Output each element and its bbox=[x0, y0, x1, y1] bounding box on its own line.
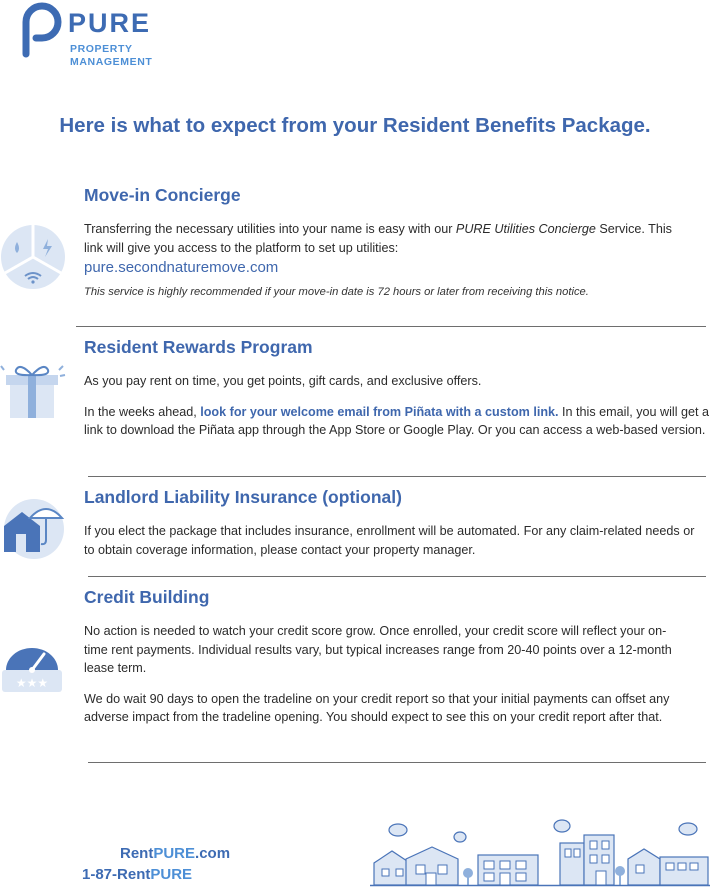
section-resident-rewards bbox=[84, 337, 710, 449]
section-title: Move-in Concierge bbox=[84, 185, 241, 205]
section-liability-insurance bbox=[84, 487, 710, 568]
svg-text:★★★: ★★★ bbox=[15, 676, 49, 690]
divider bbox=[88, 576, 706, 577]
footer-phone-part: 1-87-Rent bbox=[82, 866, 151, 883]
brand-name: PURE bbox=[68, 8, 152, 38]
rewards-details bbox=[84, 403, 710, 440]
umbrella-house-icon bbox=[0, 496, 66, 562]
brand-subtitle-line2: MANAGEMENT bbox=[70, 56, 153, 68]
credit-description: No action is needed to watch your credit score grow. Once enrolled, your credit score will reflect your on-time rent payments. Individual results vary, but typical increases range from 20-40 points over a 12-month lease term. bbox=[84, 624, 672, 675]
section-title: Resident Rewards Program bbox=[84, 337, 313, 357]
divider bbox=[88, 476, 706, 477]
section-move-in-concierge bbox=[84, 185, 710, 298]
rewards-text-b: In this email, you will get a link to download the Piñata app through the App Store or Google Play. Or you can access a web-based version. bbox=[84, 404, 710, 437]
concierge-note: This service is highly recommended if your move-in date is 72 hours or later from receiving this notice. bbox=[84, 286, 589, 298]
footer-phone-part: PURE bbox=[150, 866, 193, 883]
divider bbox=[76, 326, 706, 327]
footer-website[interactable] bbox=[120, 845, 230, 862]
concierge-text-b: Service. This link will give you access to the platform to set up utilities: bbox=[84, 222, 672, 255]
town-illustration bbox=[370, 815, 710, 887]
footer-phone[interactable] bbox=[82, 866, 192, 883]
concierge-description bbox=[84, 220, 684, 257]
footer-site-part: .com bbox=[195, 845, 231, 862]
utilities-icon bbox=[0, 224, 66, 290]
brand-subtitle-line1: PROPERTY bbox=[70, 43, 133, 55]
rewards-summary: As you pay rent on time, you get points, gift cards, and exclusive offers. bbox=[84, 374, 482, 388]
insurance-description: If you elect the package that includes insurance, enrollment will be automated. For any claim-related needs or to obtain coverage information, please contact your property manager. bbox=[84, 524, 695, 557]
section-credit-building bbox=[84, 587, 710, 736]
section-title: Credit Building bbox=[84, 587, 210, 607]
rewards-email-link[interactable]: look for your welcome email from Piñata with a custom link. bbox=[200, 404, 559, 419]
brand-subtitle bbox=[70, 43, 152, 69]
pure-logo-icon bbox=[16, 2, 62, 58]
footer-site-part: PURE bbox=[153, 845, 196, 862]
rewards-text-a: In the weeks ahead, bbox=[84, 404, 201, 419]
concierge-link[interactable]: pure.secondnaturemove.com bbox=[84, 259, 279, 276]
brand-logo bbox=[16, 0, 216, 72]
page-headline: Here is what to expect from your Resident Benefits Package. bbox=[59, 114, 651, 137]
concierge-service-name: PURE Utilities Concierge bbox=[455, 222, 596, 236]
divider bbox=[88, 762, 706, 763]
gift-icon bbox=[0, 360, 66, 426]
credit-tradeline-info: We do wait 90 days to open the tradeline on your credit report so that your initial payments can offset any adverse impact from the tradeline opening. You should expect to see this on your credit report after that. bbox=[84, 691, 670, 724]
footer-site-part: Rent bbox=[120, 845, 154, 862]
credit-gauge-icon bbox=[0, 640, 66, 706]
concierge-text-a: Transferring the necessary utilities into your name is easy with our bbox=[84, 222, 456, 236]
section-title: Landlord Liability Insurance (optional) bbox=[84, 487, 402, 507]
